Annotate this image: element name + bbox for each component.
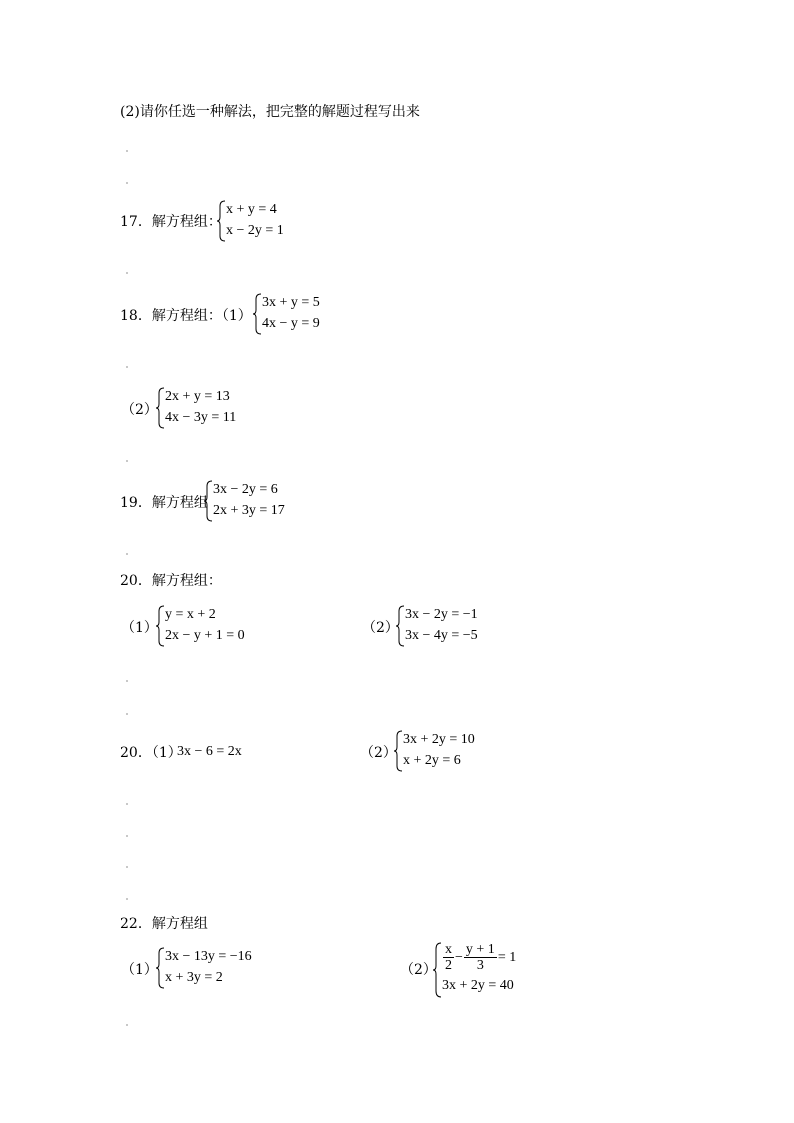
- paragraph-mark: [126, 680, 128, 682]
- problem-20b-part2-label: （2）: [360, 745, 397, 761]
- paragraph-mark: [126, 713, 128, 715]
- problem-22-label: 22．解方程组: [120, 916, 208, 932]
- problem-22-part2-label: （2）: [400, 962, 437, 978]
- fraction-numerator: x: [445, 942, 452, 958]
- problem-19-system: [204, 479, 294, 523]
- fraction-denominator: 2: [445, 958, 452, 974]
- problem-19-label: 19．解方程组: [120, 495, 208, 511]
- problem-22-part1-label: （1）: [121, 962, 158, 978]
- problem-18-label: 18．解方程组：（1）: [120, 308, 252, 324]
- paragraph-mark: [126, 150, 128, 152]
- paragraph-mark: [126, 866, 128, 868]
- paragraph-mark: [126, 553, 128, 555]
- paragraph-mark: [126, 272, 128, 274]
- problem-22-part2-system: [433, 941, 533, 999]
- problem-17-label: 17．解方程组：: [120, 214, 222, 230]
- problem-20-label: 20．解方程组：: [120, 573, 222, 589]
- brace-icon: [396, 604, 405, 648]
- brace-icon: [394, 729, 403, 773]
- paragraph-mark: [126, 182, 128, 184]
- equals-one: = 1: [497, 950, 517, 965]
- minus-sign: −: [455, 950, 463, 965]
- brace-icon: [156, 604, 165, 648]
- paragraph-mark: [126, 1024, 128, 1026]
- problem-18-eq1: 3x + y = 5: [262, 295, 320, 310]
- paragraph-mark: [126, 460, 128, 462]
- problem-20-part1-label: （1）: [121, 620, 158, 636]
- problem-18-part2-eq2: 4x − 3y = 11: [165, 410, 237, 425]
- brace-icon: [217, 199, 226, 243]
- problem-20b-equation: 3x − 6 = 2x: [177, 744, 242, 759]
- paragraph-mark: [126, 803, 128, 805]
- paragraph-mark: [126, 835, 128, 837]
- problem-17-eq2: x − 2y = 1: [226, 223, 284, 238]
- problem-18-part2-system: [156, 386, 246, 430]
- problem-18-part2-label: （2）: [121, 402, 158, 418]
- problem-20-part2-label: （2）: [362, 620, 399, 636]
- problem-18-part1-system: [253, 292, 333, 336]
- problem-20-part2-eq2: 3x − 4y = −5: [405, 628, 478, 643]
- brace-icon: [433, 941, 442, 999]
- fraction-x-over-2: [443, 942, 454, 973]
- problem-22-part2-eq1: [442, 941, 516, 975]
- brace-icon: [156, 946, 165, 990]
- paragraph-mark: [126, 898, 128, 900]
- brace-icon: [253, 292, 262, 336]
- instruction-q2: (2)请你任选一种解法，把完整的解题过程写出来: [120, 104, 420, 120]
- problem-18-part2-eq1: 2x + y = 13: [165, 389, 230, 404]
- problem-19-eq2: 2x + 3y = 17: [213, 503, 285, 518]
- fraction-numerator: y + 1: [465, 942, 495, 958]
- problem-22-part2-eq2: 3x + 2y = 40: [442, 978, 514, 993]
- problem-17-eq1: x + y = 4: [226, 202, 277, 217]
- problem-22-part1-eq2: x + 3y = 2: [165, 970, 223, 985]
- paragraph-mark: [126, 366, 128, 368]
- problem-20-part1-system: [156, 604, 251, 648]
- problem-20-part2-system: [396, 604, 491, 648]
- brace-icon: [204, 479, 213, 523]
- problem-18-eq2: 4x − y = 9: [262, 316, 320, 331]
- fraction-y-plus-1-over-3: [464, 942, 497, 973]
- problem-20-part1-eq2: 2x − y + 1 = 0: [165, 628, 245, 643]
- problem-22-part1-system: [156, 946, 261, 990]
- problem-20-part1-eq1: y = x + 2: [165, 607, 216, 622]
- problem-20b-part2-eq2: x + 2y = 6: [403, 753, 461, 768]
- problem-17-system: [217, 199, 297, 243]
- problem-20b-label: 20．（1）: [120, 745, 182, 761]
- problem-20b-part2-eq1: 3x + 2y = 10: [403, 732, 475, 747]
- problem-19-eq1: 3x − 2y = 6: [213, 482, 278, 497]
- fraction-denominator: 3: [476, 958, 484, 974]
- problem-20-part2-eq1: 3x − 2y = −1: [405, 607, 478, 622]
- problem-20b-part2-system: [394, 729, 484, 773]
- problem-22-part1-eq1: 3x − 13y = −16: [165, 949, 252, 964]
- brace-icon: [156, 386, 165, 430]
